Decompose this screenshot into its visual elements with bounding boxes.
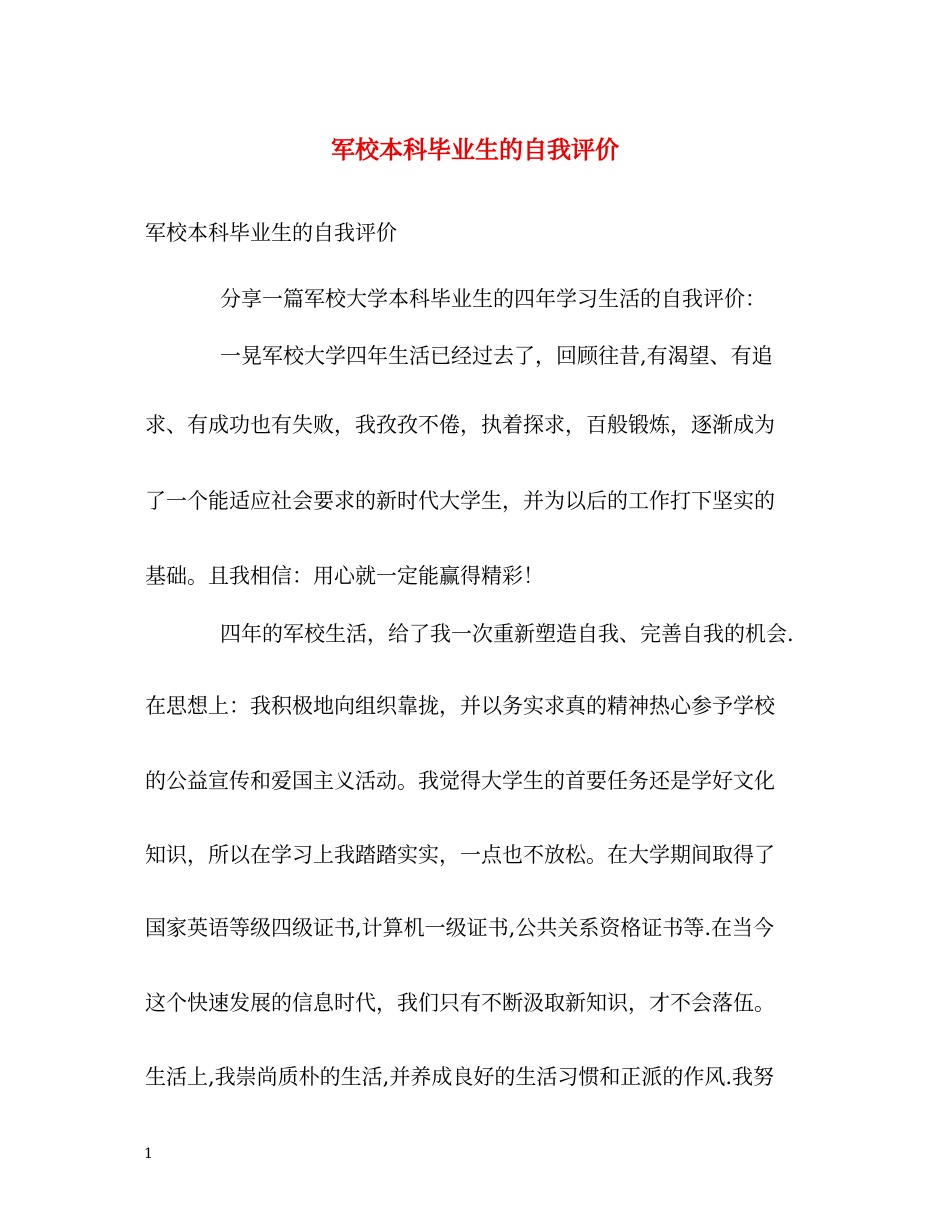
paragraph-line-12: 生活上,我崇尚质朴的生活,并养成良好的生活习惯和正派的作风.我努 (145, 1065, 775, 1089)
paragraph-line-7: 在思想上：我积极地向组织靠拢，并以务实求真的精神热心参予学校 (145, 694, 775, 718)
paragraph-line-2: 一晃军校大学四年生活已经过去了，回顾往昔,有渴望、有追 (220, 344, 773, 368)
paragraph-line-1: 分享一篇军校大学本科毕业生的四年学习生活的自我评价： (220, 287, 766, 311)
paragraph-line-10: 国家英语等级四级证书,计算机一级证书,公共关系资格证书等.在当今 (145, 916, 775, 940)
document-title: 军校本科毕业生的自我评价 (331, 135, 619, 164)
paragraph-line-3: 求、有成功也有失败，我孜孜不倦，执着探求，百般锻炼，逐渐成为 (145, 413, 775, 437)
paragraph-line-8: 的公益宣传和爱国主义活动。我觉得大学生的首要任务还是学好文化 (145, 769, 775, 793)
paragraph-line-4: 了一个能适应社会要求的新时代大学生，并为以后的工作打下坚实的 (145, 489, 775, 513)
paragraph-line-9: 知识，所以在学习上我踏踏实实，一点也不放松。在大学期间取得了 (145, 843, 775, 867)
page-number: 1 (144, 1146, 153, 1162)
paragraph-line-5: 基础。且我相信：用心就一定能赢得精彩！ (145, 564, 544, 588)
document-subtitle: 军校本科毕业生的自我评价 (145, 221, 397, 245)
paragraph-line-6: 四年的军校生活，给了我一次重新塑造自我、完善自我的机会. (220, 622, 794, 646)
paragraph-line-11: 这个快速发展的信息时代，我们只有不断汲取新知识，才不会落伍。 (145, 991, 775, 1015)
